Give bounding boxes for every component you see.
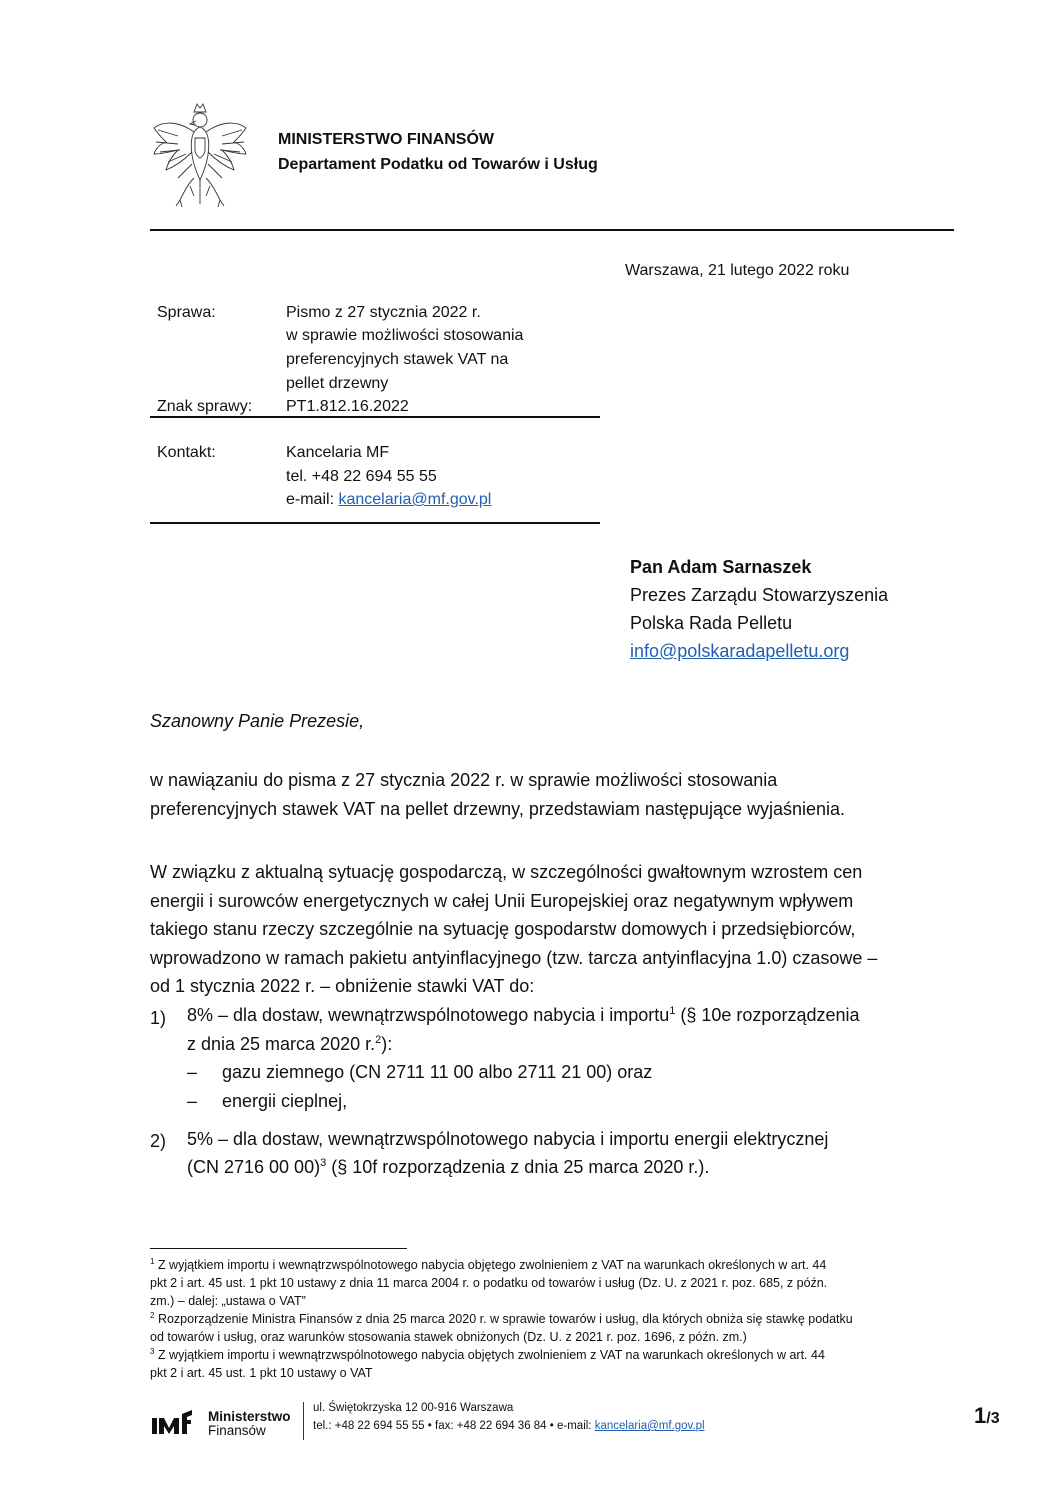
recipient-email-link[interactable]: info@polskaradapelletu.org xyxy=(630,641,850,661)
sprawa-line-2: w sprawie możliwości stosowania xyxy=(286,327,524,344)
list-item-1-text: 8% – dla dostaw, wewnątrzwspólnotowego nabycia i importu xyxy=(187,1005,670,1025)
znak-value: PT1.812.16.2022 xyxy=(286,398,409,415)
date-line: Warszawa, 21 lutego 2022 roku xyxy=(625,262,850,279)
recipient-name: Pan Adam Sarnaszek xyxy=(630,557,812,577)
para2-line-1: W związku z aktualną sytuację gospodarczą, w szczególności gwałtownym wzrostem cen xyxy=(150,862,863,882)
footnote-ref-1: 1 xyxy=(669,1005,676,1017)
para1-line-1: w nawiązaniu do pisma z 27 stycznia 2022 r. w sprawie możliwości stosowania xyxy=(150,770,778,790)
footer-contact-text: tel.: +48 22 694 55 55 • fax: +48 22 694 36 84 • e-mail: xyxy=(313,1420,595,1432)
meta-divider-2 xyxy=(150,522,600,524)
sub-list-dash-2: – xyxy=(187,1091,198,1111)
page-number xyxy=(974,1403,1000,1429)
salutation: Szanowny Panie Prezesie, xyxy=(150,711,365,731)
list-item-2-line-1: 5% – dla dostaw, wewnątrzwspólnotowego nabycia i importu energii elektrycznej xyxy=(187,1129,829,1149)
ministry-logo-icon xyxy=(150,1408,200,1436)
list-item-1-number: 1) xyxy=(150,1008,167,1028)
sub-list-dash-1: – xyxy=(187,1062,198,1082)
para2-line-4: wprowadzono w ramach pakietu antyinflacyjnego (tzw. tarcza antyinflacyjna 1.0) czasowe – xyxy=(150,948,878,968)
list-item-1-text-c: z dnia 25 marca 2020 r. xyxy=(187,1034,376,1054)
department-name: Departament Podatku od Towarów i Usług xyxy=(278,156,598,173)
sprawa-label: Sprawa: xyxy=(157,304,216,321)
kontakt-email-row xyxy=(286,489,491,510)
footnote-3-text-1: Z wyjątkiem importu i wewnątrzwspólnotowego nabycia objętych zwolnieniem z VAT na warunkach określonych w art. 44 xyxy=(157,1348,825,1362)
sprawa-line-4: pellet drzewny xyxy=(286,375,389,392)
polish-eagle-emblem-icon xyxy=(150,100,250,210)
footer-logo-line-1: Ministerstwo xyxy=(208,1409,291,1424)
footer-separator xyxy=(303,1402,304,1440)
ministry-name: MINISTERSTWO FINANSÓW xyxy=(278,131,494,148)
footnote-ref-3: 3 xyxy=(320,1157,327,1169)
footnote-divider xyxy=(150,1248,407,1249)
page-current: 1 xyxy=(974,1403,987,1428)
footnote-3-line-1 xyxy=(150,1347,960,1365)
kontakt-email-prefix: e-mail: xyxy=(286,491,339,508)
footer-address: ul. Świętokrzyska 12 00-916 Warszawa xyxy=(313,1402,514,1414)
list-item-2-text-b: (CN 2716 00 00) xyxy=(187,1157,321,1177)
para1-line-2: preferencyjnych stawek VAT na pellet drzewny, przedstawiam następujące wyjaśnienia. xyxy=(150,799,846,819)
footnote-1-text-1: Z wyjątkiem importu i wewnątrzwspólnotowego nabycia objętego zwolnieniem z VAT na warunkach określonych w art. 44 xyxy=(157,1258,827,1272)
footnote-1-line-2: pkt 2 i art. 45 ust. 1 pkt 10 ustawy z dnia 11 marca 2004 r. o podatku od towarów i usług (Dz. U. z 2021 r. poz. 685, z późn. xyxy=(150,1276,828,1290)
footnote-3-line-2: pkt 2 i art. 45 ust. 1 pkt 10 ustawy o VAT xyxy=(150,1366,373,1380)
sub-list-item-1: gazu ziemnego (CN 2711 11 00 albo 2711 21 00) oraz xyxy=(222,1062,653,1082)
list-item-2-text-c: (§ 10f rozporządzenia z dnia 25 marca 2020 r.). xyxy=(326,1157,710,1177)
footnote-1-line-3: zm.) – dalej: „ustawa o VAT” xyxy=(150,1294,306,1308)
para2-line-5: od 1 stycznia 2022 r. – obniżenie stawki VAT do: xyxy=(150,976,535,996)
footnote-2-text-1: Rozporządzenie Ministra Finansów z dnia 25 marca 2020 r. w sprawie towarów i usług, dla których obniża się stawkę podatku xyxy=(157,1312,853,1326)
znak-label: Znak sprawy: xyxy=(157,398,253,415)
footnote-2-line-1 xyxy=(150,1311,960,1329)
footer-contact xyxy=(313,1420,705,1432)
sprawa-line-1: Pismo z 27 stycznia 2022 r. xyxy=(286,304,481,321)
para2-line-3: takiego stanu rzeczy szczególnie na sytuację gospodarstw domowych i przedsiębiorców, xyxy=(150,919,856,939)
list-item-1-text-d: ): xyxy=(381,1034,393,1054)
footnote-3-number: 3 xyxy=(150,1346,155,1356)
kontakt-tel: tel. +48 22 694 55 55 xyxy=(286,468,437,485)
footnote-2-line-2: od towarów i usług, oraz warunków stosowania stawek obniżonych (Dz. U. z 2021 r. poz. 1696, z późn. zm.) xyxy=(150,1330,747,1344)
header-divider xyxy=(150,229,954,231)
list-item-2-number: 2) xyxy=(150,1131,167,1151)
kontakt-name: Kancelaria MF xyxy=(286,444,390,461)
list-item-1-line-2 xyxy=(187,1030,947,1059)
list-item-1-line-1 xyxy=(187,1001,947,1030)
list-item-2-line-2 xyxy=(187,1153,947,1182)
list-item-1-text-b: (§ 10e rozporządzenia xyxy=(675,1005,860,1025)
footnote-ref-2: 2 xyxy=(375,1034,382,1046)
para2-line-2: energii i surowców energetycznych w całej Unii Europejskiej oraz negatywnym wpływem xyxy=(150,891,854,911)
kontakt-email-link[interactable]: kancelaria@mf.gov.pl xyxy=(338,491,492,508)
recipient-org: Polska Rada Pelletu xyxy=(630,613,793,633)
footnote-2-number: 2 xyxy=(150,1310,155,1320)
kontakt-label: Kontakt: xyxy=(157,444,216,461)
footnote-1-number: 1 xyxy=(150,1256,155,1266)
meta-divider-1 xyxy=(150,416,600,418)
footer-email-link[interactable]: kancelaria@mf.gov.pl xyxy=(594,1420,705,1432)
sub-list-item-2: energii cieplnej, xyxy=(222,1091,348,1111)
sprawa-line-3: preferencyjnych stawek VAT na xyxy=(286,351,509,368)
recipient-title: Prezes Zarządu Stowarzyszenia xyxy=(630,585,889,605)
footnote-1-line-1 xyxy=(150,1257,960,1275)
page-total: /3 xyxy=(986,1410,1000,1427)
footer-logo-line-2: Finansów xyxy=(208,1423,266,1438)
